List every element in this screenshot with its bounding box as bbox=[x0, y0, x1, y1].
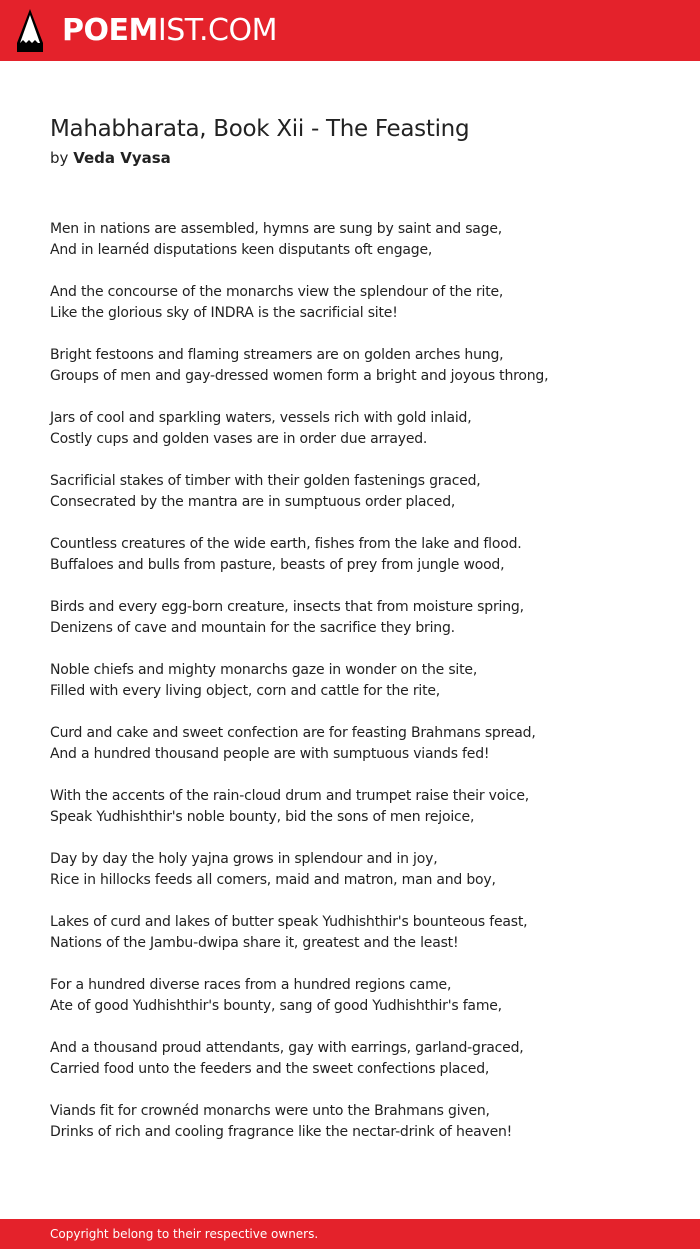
poem-line: For a hundred diverse races from a hundred regions came, bbox=[50, 977, 452, 993]
poem-line: Denizens of cave and mountain for the sacrifice they bring. bbox=[50, 620, 455, 636]
top-bar bbox=[0, 0, 700, 61]
logo-light-text: IST.COM bbox=[157, 13, 277, 48]
poem-line: And a hundred thousand people are with sumptuous viands fed! bbox=[50, 746, 490, 762]
stanza bbox=[50, 345, 670, 387]
stanza bbox=[50, 786, 670, 828]
poem-line: Drinks of rich and cooling fragrance like the nectar-drink of heaven! bbox=[50, 1124, 513, 1140]
stanza bbox=[50, 849, 670, 891]
poem-line: Men in nations are assembled, hymns are sung by saint and sage, bbox=[50, 221, 503, 237]
poem-line: Lakes of curd and lakes of butter speak Yudhishthir's bounteous feast, bbox=[50, 914, 528, 930]
poem-body bbox=[50, 219, 670, 1164]
poem-line: Noble chiefs and mighty monarchs gaze in wonder on the site, bbox=[50, 662, 478, 678]
poem-line: Speak Yudhishthir's noble bounty, bid the sons of men rejoice, bbox=[50, 809, 475, 825]
stanza bbox=[50, 408, 670, 450]
stanza bbox=[50, 282, 670, 324]
poem-title: Mahabharata, Book Xii - The Feasting bbox=[50, 116, 470, 142]
poem-line: Groups of men and gay-dressed women form a bright and joyous throng, bbox=[50, 368, 549, 384]
poem-line: Like the glorious sky of INDRA is the sacrificial site! bbox=[50, 305, 398, 321]
poem-line: Bright festoons and flaming streamers are on golden arches hung, bbox=[50, 347, 504, 363]
stanza bbox=[50, 723, 670, 765]
stanza bbox=[50, 975, 670, 1017]
stanza bbox=[50, 660, 670, 702]
stanza bbox=[50, 534, 670, 576]
poem-line: Birds and every egg-born creature, insects that from moisture spring, bbox=[50, 599, 524, 615]
poem-line: Costly cups and golden vases are in order due arrayed. bbox=[50, 431, 428, 447]
site-logo[interactable] bbox=[62, 12, 277, 50]
footer-bar bbox=[0, 1219, 700, 1249]
poem-line: Filled with every living object, corn and cattle for the rite, bbox=[50, 683, 441, 699]
poem-line: Ate of good Yudhishthir's bounty, sang of good Yudhishthir's fame, bbox=[50, 998, 502, 1014]
stanza bbox=[50, 597, 670, 639]
logo-bold-text: POEM bbox=[62, 13, 158, 48]
stanza bbox=[50, 471, 670, 513]
stanza bbox=[50, 1038, 670, 1080]
stanza bbox=[50, 219, 670, 261]
copyright-notice: Copyright belong to their respective owners. bbox=[50, 1227, 319, 1241]
poem-line: And a thousand proud attendants, gay with earrings, garland-graced, bbox=[50, 1040, 524, 1056]
stanza bbox=[50, 1101, 670, 1143]
poem-line: And the concourse of the monarchs view the splendour of the rite, bbox=[50, 284, 504, 300]
poem-line: Rice in hillocks feeds all comers, maid and matron, man and boy, bbox=[50, 872, 496, 888]
stanza bbox=[50, 912, 670, 954]
byline bbox=[50, 149, 171, 167]
poem-line: Consecrated by the mantra are in sumptuous order placed, bbox=[50, 494, 456, 510]
poem-line: Carried food unto the feeders and the sweet confections placed, bbox=[50, 1061, 490, 1077]
poem-line: And in learnéd disputations keen disputants oft engage, bbox=[50, 242, 433, 258]
poem-line: Curd and cake and sweet confection are for feasting Brahmans spread, bbox=[50, 725, 536, 741]
poem-line: Sacrificial stakes of timber with their golden fastenings graced, bbox=[50, 473, 481, 489]
poem-line: With the accents of the rain-cloud drum and trumpet raise their voice, bbox=[50, 788, 529, 804]
poem-line: Jars of cool and sparkling waters, vessels rich with gold inlaid, bbox=[50, 410, 472, 426]
pen-nib-icon bbox=[17, 9, 43, 52]
by-label: by bbox=[50, 149, 69, 167]
poem-line: Countless creatures of the wide earth, fishes from the lake and flood. bbox=[50, 536, 522, 552]
poem-line: Nations of the Jambu-dwipa share it, greatest and the least! bbox=[50, 935, 459, 951]
author-name: Veda Vyasa bbox=[73, 149, 171, 167]
poem-line: Buffaloes and bulls from pasture, beasts of prey from jungle wood, bbox=[50, 557, 505, 573]
poem-line: Day by day the holy yajna grows in splendour and in joy, bbox=[50, 851, 438, 867]
poem-line: Viands fit for crownéd monarchs were unto the Brahmans given, bbox=[50, 1103, 490, 1119]
